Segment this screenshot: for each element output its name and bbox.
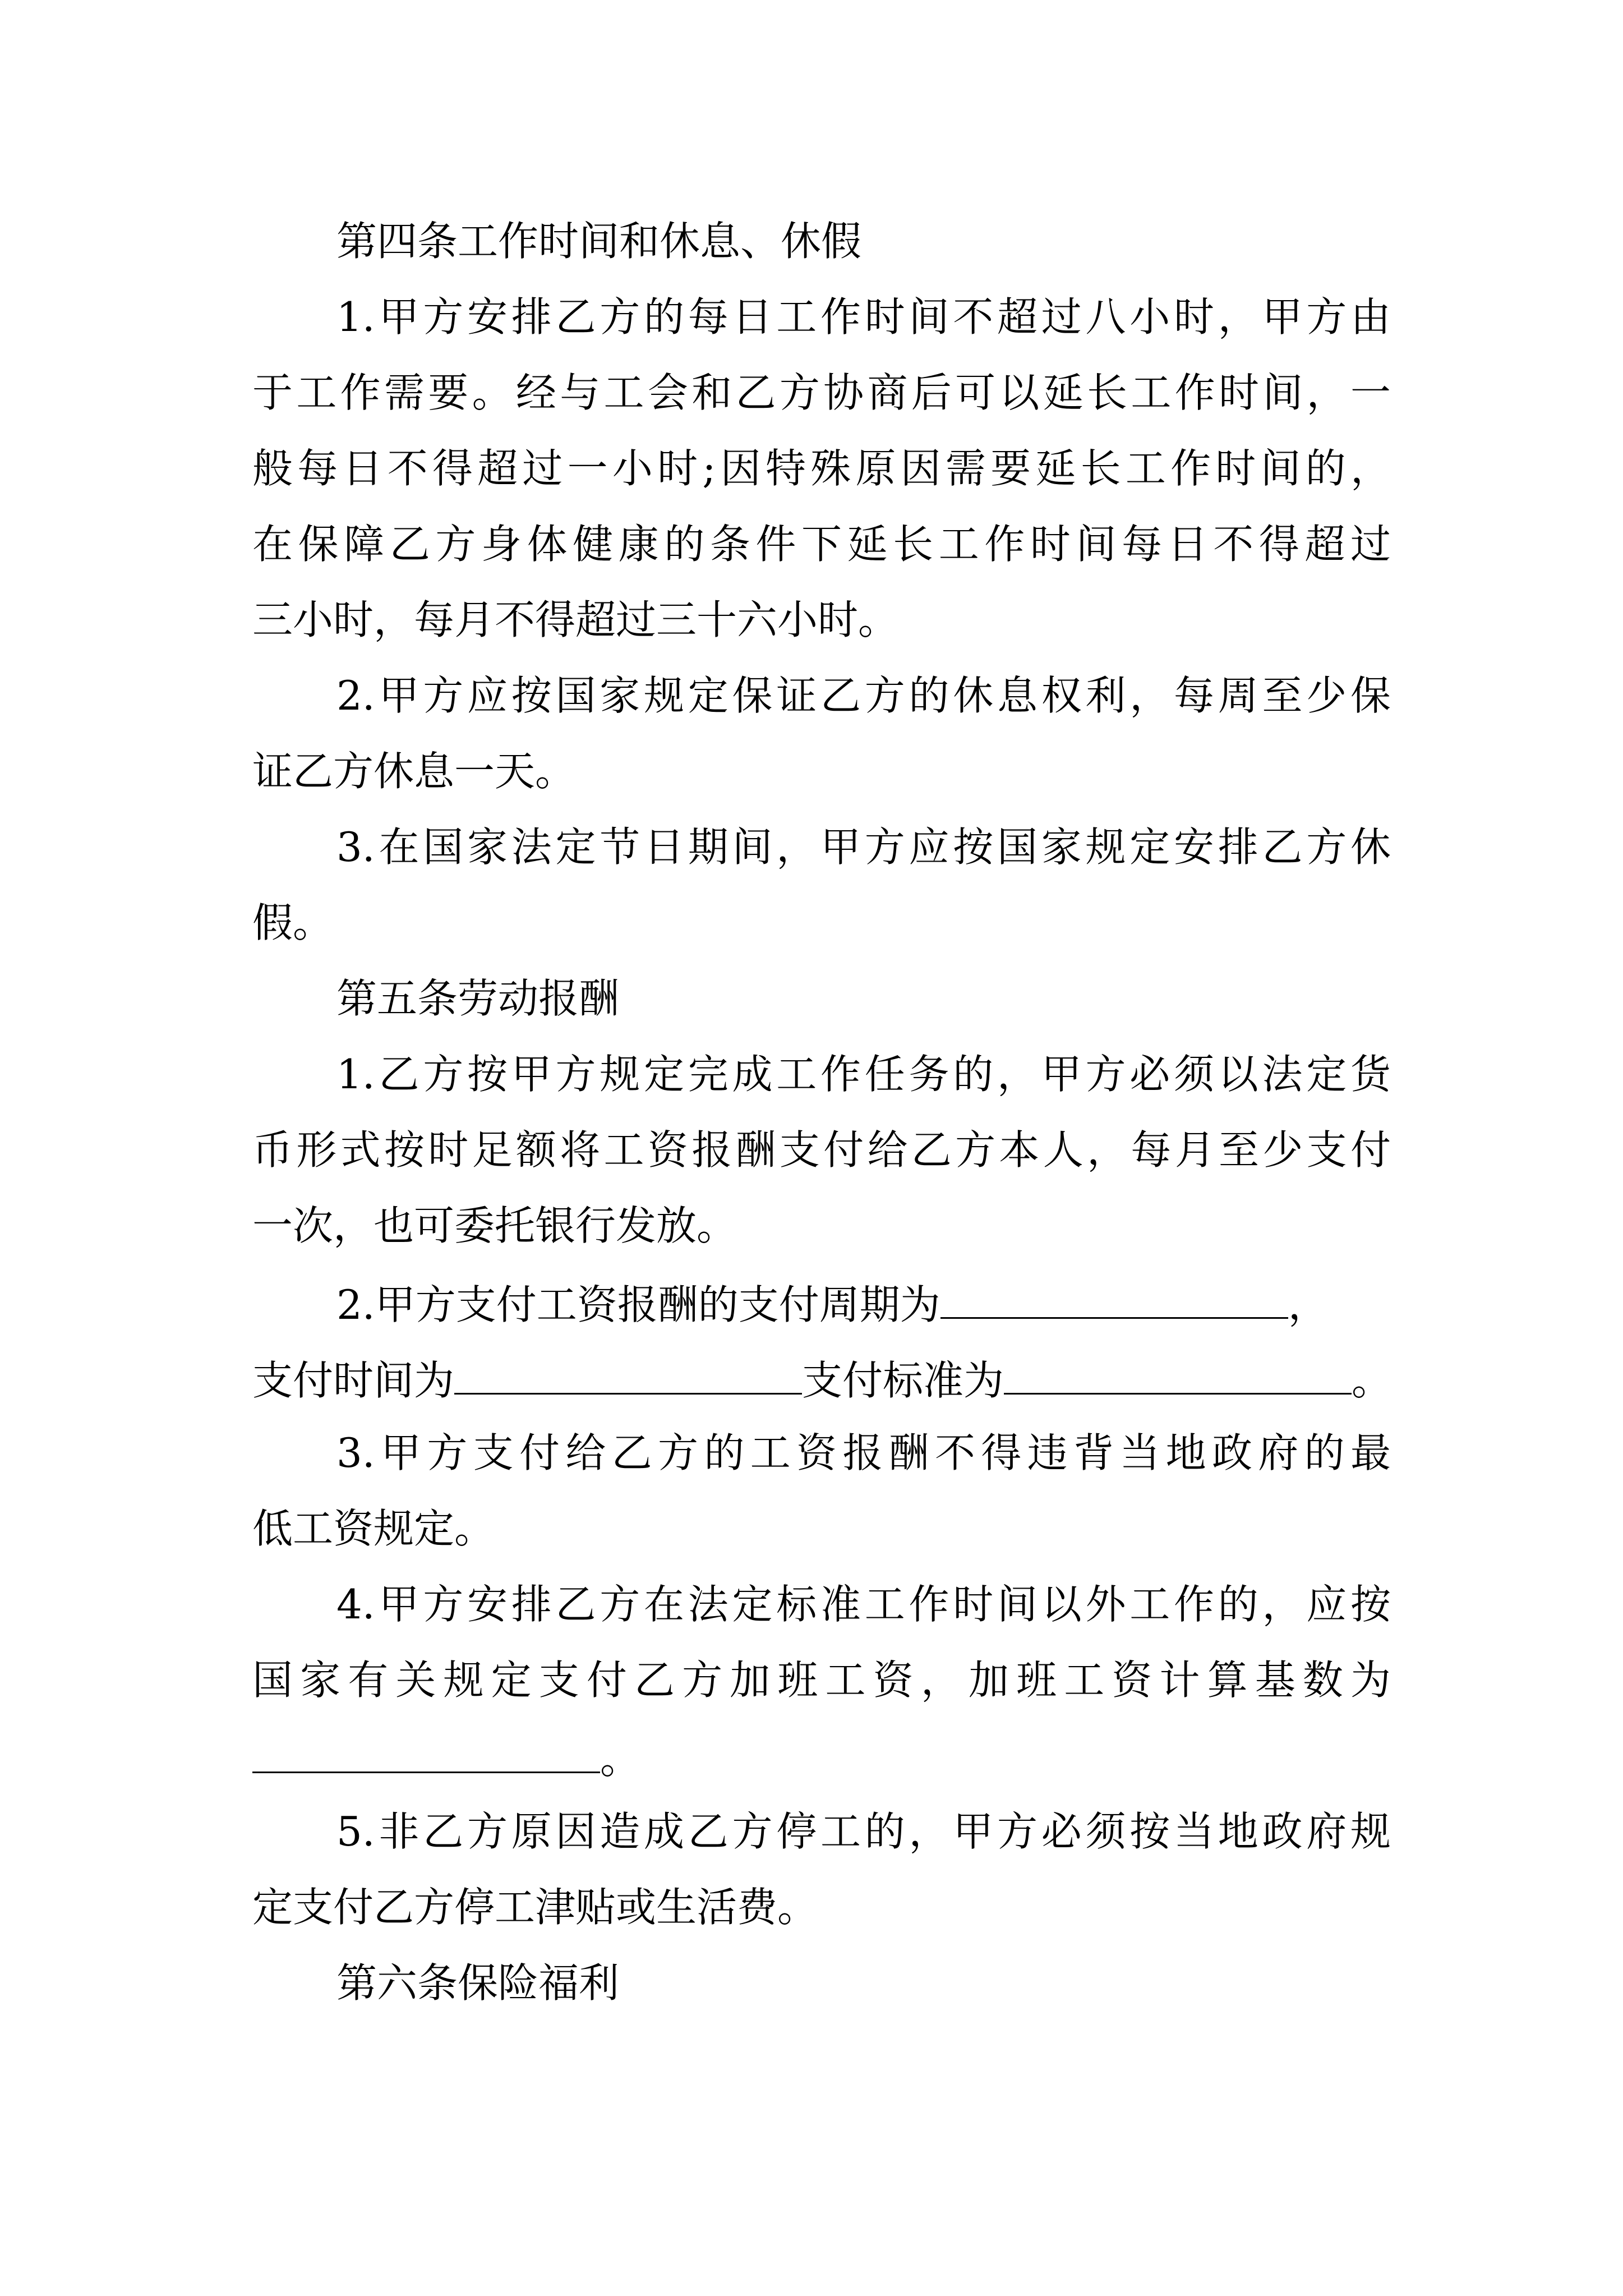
article-5-item-4-line-3 bbox=[252, 1728, 1391, 1784]
article-5-item-5-line-1: 5.非乙方原因造成乙方停工的，甲方必须按当地政府规 bbox=[336, 1808, 1391, 1855]
article-5-item-2-line-1 bbox=[336, 1273, 1391, 1329]
article-4-item-1-line-4: 在保障乙方身体健康的条件下延长工作时间每日不得超过 bbox=[252, 521, 1391, 568]
article-5-item-5-line-2: 定支付乙方停工津贴或生活费。 bbox=[252, 1884, 818, 1931]
article-5-item-2-line-2 bbox=[252, 1349, 1391, 1405]
article-5-item-1-line-3: 一次，也可委托银行发放。 bbox=[252, 1202, 737, 1249]
overtime-base-blank[interactable] bbox=[252, 1728, 600, 1773]
article-5-item-4-line-1: 4.甲方安排乙方在法定标准工作时间以外工作的，应按 bbox=[336, 1581, 1391, 1628]
article-6-heading: 第六条保险福利 bbox=[336, 1959, 620, 2007]
article-5-item-2-pay-time-label: 支付时间为 bbox=[252, 1357, 455, 1404]
article-5-item-3-line-2: 低工资规定。 bbox=[252, 1505, 495, 1552]
article-4-item-1-line-1: 1.甲方安排乙方的每日工作时间不超过八小时，甲方由 bbox=[336, 293, 1391, 341]
article-4-item-3-line-2: 假。 bbox=[252, 899, 334, 946]
article-5-item-4-line-3-end: 。 bbox=[600, 1736, 641, 1783]
article-4-item-1-line-3: 般每日不得超过一小时;因特殊原因需要延长工作时间的， bbox=[252, 445, 1391, 492]
article-5-item-2-line-1-end: ， bbox=[1288, 1281, 1329, 1328]
article-4-item-1-line-2: 于工作需要。经与工会和乙方协商后可以延长工作时间，一 bbox=[252, 369, 1391, 416]
article-5-heading: 第五条劳动报酬 bbox=[336, 975, 620, 1022]
article-5-item-2-line-2-end: 。 bbox=[1352, 1357, 1393, 1404]
pay-time-blank[interactable] bbox=[454, 1349, 802, 1395]
article-5-item-4-line-2: 国家有关规定支付乙方加班工资，加班工资计算基数为 bbox=[252, 1657, 1391, 1704]
article-4-item-2-line-1: 2.甲方应按国家规定保证乙方的休息权利，每周至少保 bbox=[336, 672, 1391, 719]
article-4-item-3-line-1: 3.在国家法定节日期间，甲方应按国家规定安排乙方休 bbox=[336, 823, 1391, 871]
article-5-item-1-line-2: 币形式按时足额将工资报酬支付给乙方本人，每月至少支付 bbox=[252, 1126, 1391, 1174]
article-5-item-1-line-1: 1.乙方按甲方规定完成工作任务的，甲方必须以法定货 bbox=[336, 1051, 1391, 1098]
article-5-item-2-line-1-text: 2.甲方支付工资报酬的支付周期为 bbox=[336, 1281, 940, 1328]
article-4-item-1-line-5: 三小时，每月不得超过三十六小时。 bbox=[252, 596, 899, 643]
pay-cycle-blank[interactable] bbox=[940, 1273, 1288, 1319]
article-5-item-2-pay-standard-label: 支付标准为 bbox=[802, 1357, 1004, 1404]
pay-standard-blank[interactable] bbox=[1004, 1349, 1352, 1395]
article-5-item-3-line-1: 3.甲方支付给乙方的工资报酬不得违背当地政府的最 bbox=[336, 1429, 1391, 1476]
article-4-heading: 第四条工作时间和休息、休假 bbox=[336, 218, 862, 265]
article-4-item-2-line-2: 证乙方休息一天。 bbox=[252, 748, 576, 795]
